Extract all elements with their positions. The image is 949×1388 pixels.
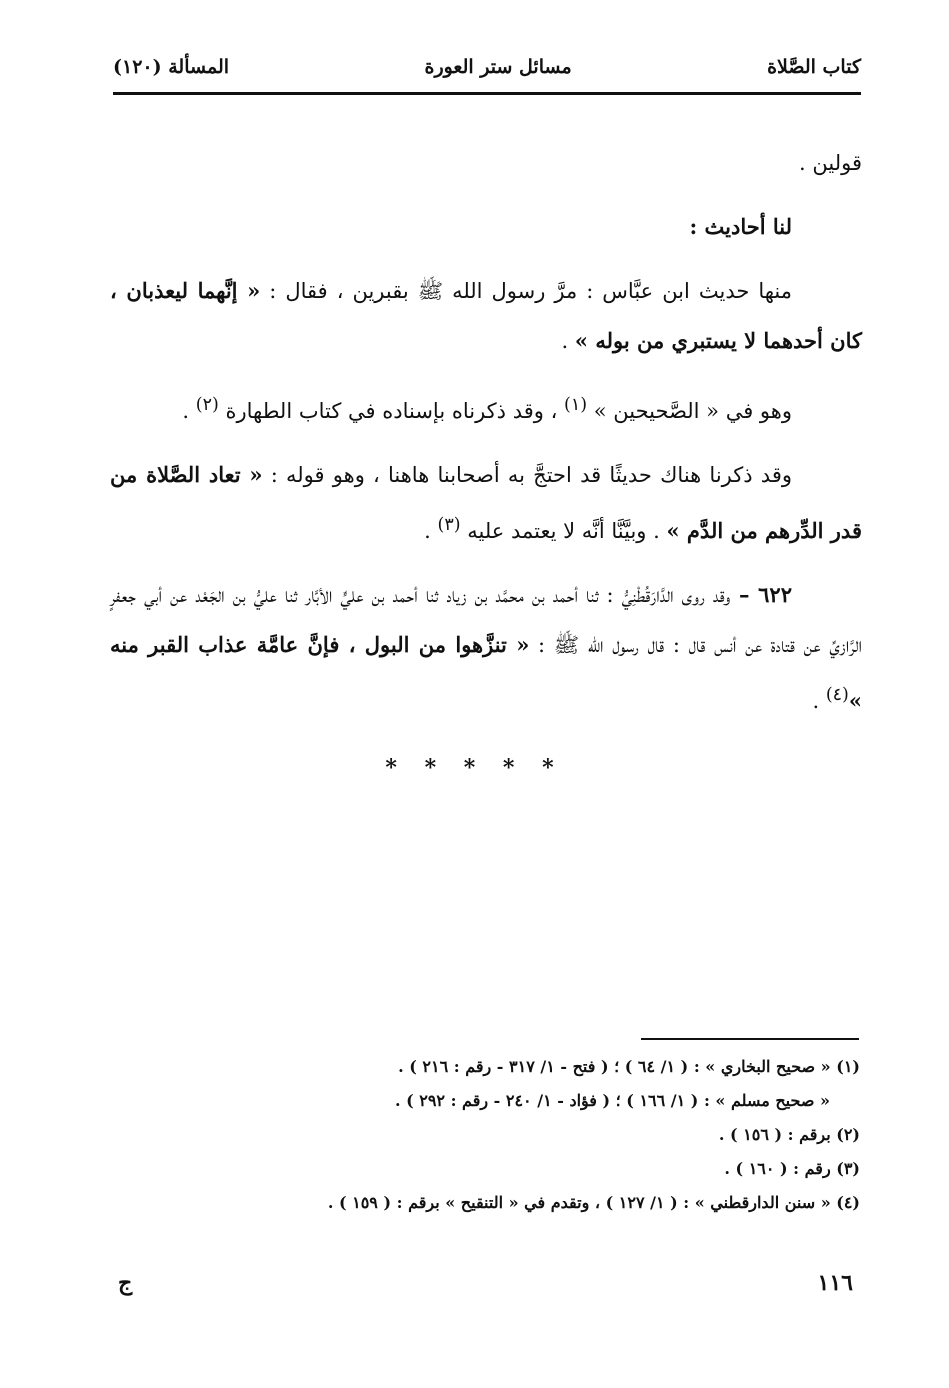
footnote-4: (٤) « سنن الدارقطني » : ( ١/ ١٢٧ ) ، وتقدم في « التنقيح » برقم : ( ١٥٩ ) . [327, 1193, 860, 1212]
footnotes [140, 1050, 860, 1220]
paragraph-3-text: منها حديث ابن عبَّاس : مرَّ رسول الله ﷺ بقبرين ، فقال : [260, 279, 792, 303]
running-header [113, 50, 861, 84]
header-book-title: كتاب الصَّلاة [767, 56, 861, 78]
paragraph-5-end: . [424, 519, 438, 543]
paragraph-1: قولين . [799, 151, 862, 175]
page-number: ١١٦ [817, 1270, 853, 1296]
header-chapter-title: مسائل ستر العورة [424, 56, 572, 78]
footnote-ref-2[interactable]: (٢) [195, 395, 219, 415]
header-divider [113, 92, 861, 95]
paragraph-5-text-a: وقد ذكرنا هناك حديثًا قد احتجَّ به أصحابنا هاهنا ، وهو قوله : [262, 463, 792, 487]
footnote-ref-1[interactable]: (١) [564, 395, 588, 415]
footnote-ref-3[interactable]: (٣) [437, 515, 461, 535]
paragraph-4-text-a: وهو في « الصَّحيحين » [587, 399, 792, 423]
paragraph-5-text-b: . وبيَّنَّا أنَّه لا يعتمد عليه [460, 519, 667, 543]
paragraph-2-heading: لنا أحاديث : [689, 214, 792, 239]
paragraph-6-text: وقد روى الدَّارَقُطْنِيُّ : ثنا أحمد بن محمَّد بن زياد ثنا أحمد بن عليٍّ الأبَّار ثنا عليُّ بن الجَعْد عن أبي جعفرٍ الرَّازيِّ عن قتادة عن أنس قال : قال رسول الله ﷺ : [110, 583, 863, 657]
section-separator: * * * * * [385, 755, 564, 781]
hadith-quote-1: « إنَّهما ليعذبان ، كان أحدهما لا يستبري من بوله » [110, 278, 862, 353]
paragraph-5 [110, 450, 862, 556]
paragraph-6-end: . [812, 689, 826, 713]
paragraph-4-text-b: ، وقد ذكرناه بإسناده في كتاب الطهارة [218, 399, 565, 423]
paragraph-6 [110, 570, 862, 726]
footnote-1: (١) « صحيح البخاري » : ( ١/ ٦٤ ) ؛ ( فتح - ١/ ٣١٧ - رقم : ٢١٦ ) . [398, 1057, 860, 1076]
footnote-3: (٣) رقم : ( ١٦٠ ) . [724, 1159, 860, 1178]
paragraph-4-end: . [182, 399, 196, 423]
paragraph-3 [110, 266, 862, 366]
footnote-2: (٢) برقم : ( ١٥٦ ) . [718, 1125, 860, 1144]
hadith-number: ٦٢٢ – [730, 582, 792, 607]
footnote-1-continued: « صحيح مسلم » : ( ١/ ١٦٦ ) ؛ ( فؤاد - ١/ ٢٤٠ - رقم : ٢٩٢ ) . [394, 1091, 830, 1110]
hadith-quote-2: « تعاد الصَّلاة من قدر الدِّرهم من الدَّم » [110, 462, 862, 543]
signature-letter: ج [118, 1270, 133, 1296]
footnote-ref-4[interactable]: (٤) [825, 685, 849, 705]
header-issue-number: المسألة (١٢٠) [113, 56, 230, 78]
footnote-divider [641, 1038, 859, 1040]
paragraph-3-end: . [561, 329, 575, 353]
paragraph-4 [110, 380, 862, 436]
hadith-quote-3: « تنزَّهوا من البول ، فإنَّ عامَّة عذاب القبر منه » [110, 632, 862, 713]
main-text [110, 138, 862, 740]
